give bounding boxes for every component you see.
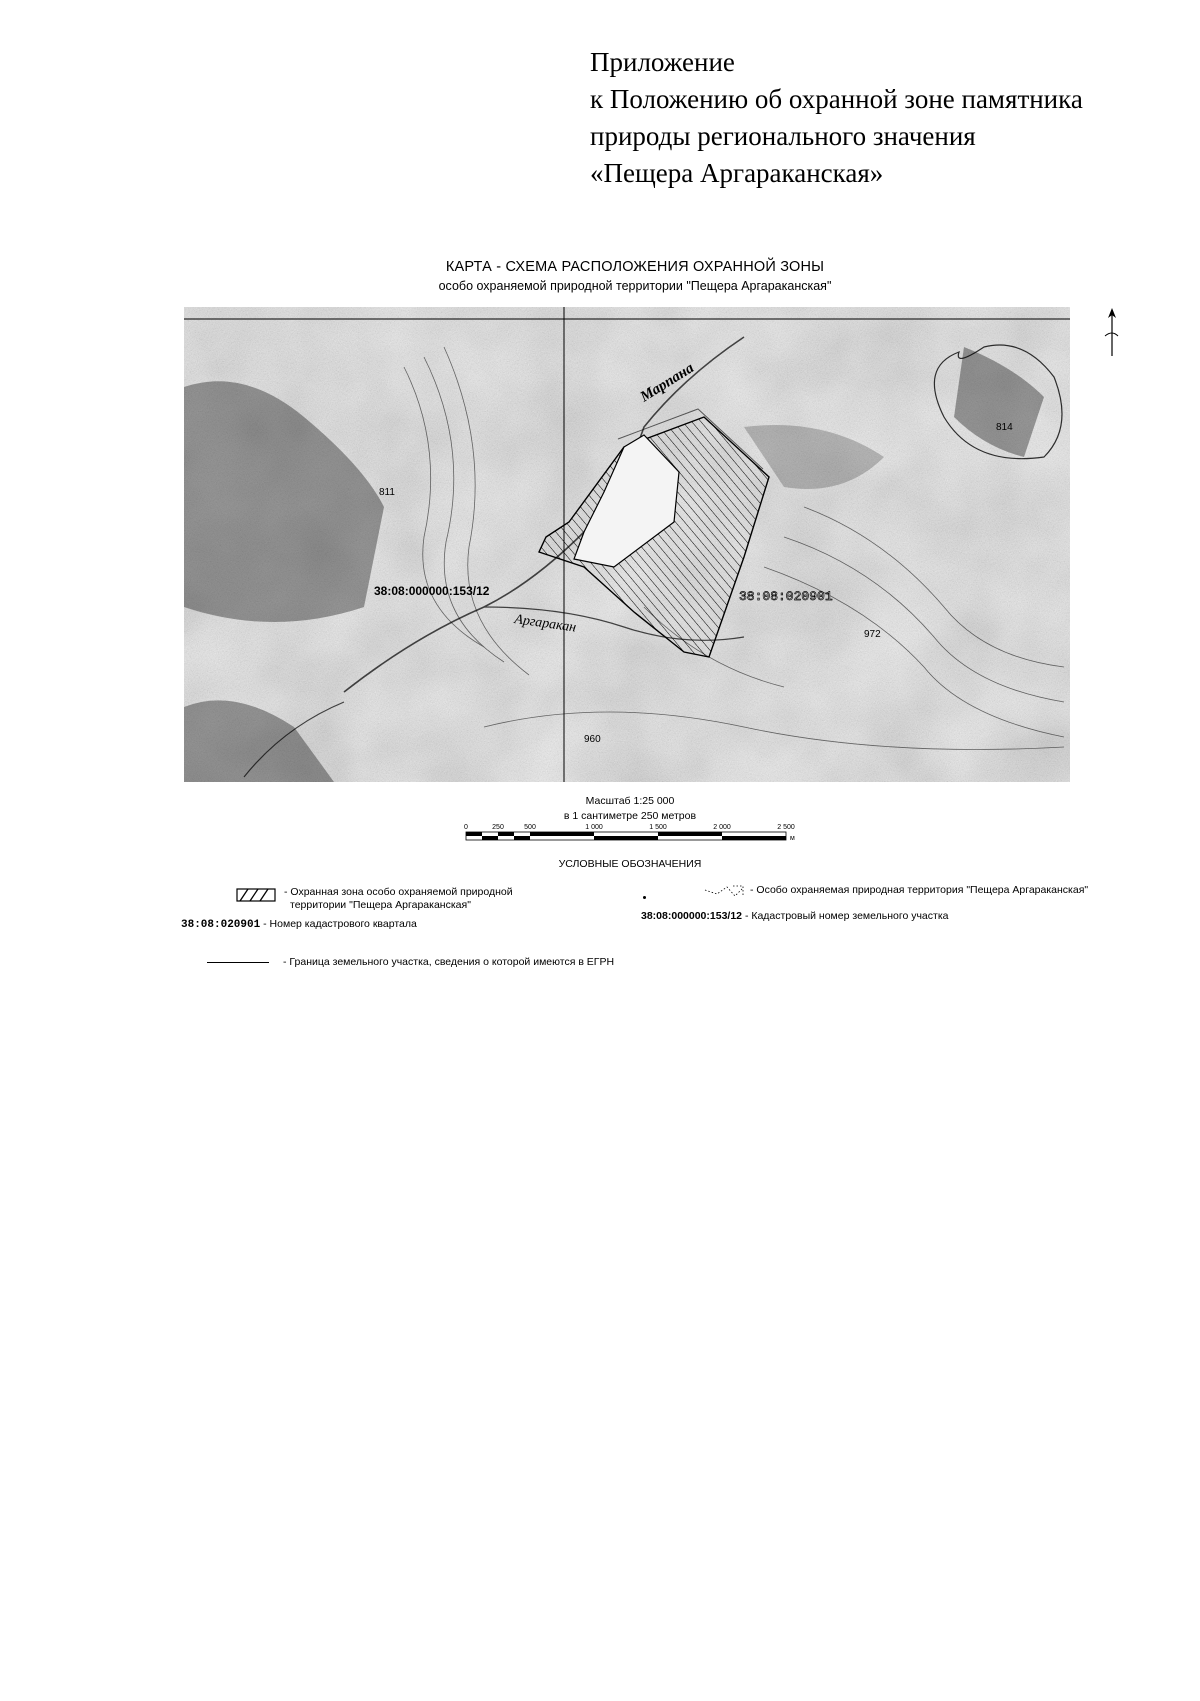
legend-parcel-text: - Кадастровый номер земельного участка [744,910,949,922]
scale-title: Масштаб 1:25 000 [585,795,675,807]
river-label-north: Марпана [637,360,697,406]
scale-tick-2500: 2 500 [777,824,795,831]
hatch-swatch-icon [236,888,276,902]
appendix-line-2: к Положению об охранной зоне памятника [590,84,1083,114]
legend-quarter-text: - Номер кадастрового квартала [263,918,417,930]
protected-swatch-icon [703,884,745,898]
scale-tick-2000: 2 000 [713,824,731,831]
appendix-line-1: Приложение [590,47,735,77]
height-label-2: 960 [584,734,601,745]
north-arrow-icon [1100,306,1124,358]
scale-unit: м [790,835,795,842]
appendix-header [590,44,1180,192]
scale-tick-1500: 1 500 [649,824,667,831]
scale-tick-1000: 1 000 [585,824,603,831]
legend-dot [643,896,646,899]
boundary-line-sample [207,962,269,963]
river-label-south: Аргаракан [513,612,578,636]
map-image [184,307,1070,782]
legend-title: УСЛОВНЫЕ ОБОЗНАЧЕНИЯ [558,858,702,870]
legend-parcel-code: 38:08:000000:153/12 [641,910,743,922]
quarter-label: 38:08:020901 [739,589,833,604]
map-subtitle: особо охраняемой природной территории "Пещера Аргараканская" [438,279,832,293]
height-label-1: 814 [996,422,1013,433]
height-label-3: 811 [379,487,395,498]
scale-tick-500: 500 [524,824,536,831]
parcel-label: 38:08:000000:153/12 [374,584,490,598]
scale-tick-250: 250 [492,824,504,831]
legend-quarter [181,918,417,932]
legend-zone-line-2: территории "Пещера Аргараканская" [290,899,471,911]
legend-boundary: - Граница земельного участка, сведения о которой имеются в ЕГРН [283,956,615,968]
appendix-line-3: природы регионального значения [590,121,976,151]
scale-bar [462,823,832,845]
appendix-line-4: «Пещера Аргараканская» [590,158,884,188]
scale-tick-0: 0 [464,824,468,831]
legend-quarter-code: 38:08:020901 [181,919,261,931]
map-title: КАРТА - СХЕМА РАСПОЛОЖЕНИЯ ОХРАННОЙ ЗОНЫ [445,259,825,275]
scale-subtitle: в 1 сантиметре 250 метров [563,810,697,822]
height-label-4: 972 [864,629,881,640]
legend-parcel [641,910,949,923]
legend-protected: - Особо охраняемая природная территория "Пещера Аргараканская" [750,884,1089,896]
legend-zone-line-1: - Охранная зона особо охраняемой природной [284,886,513,898]
